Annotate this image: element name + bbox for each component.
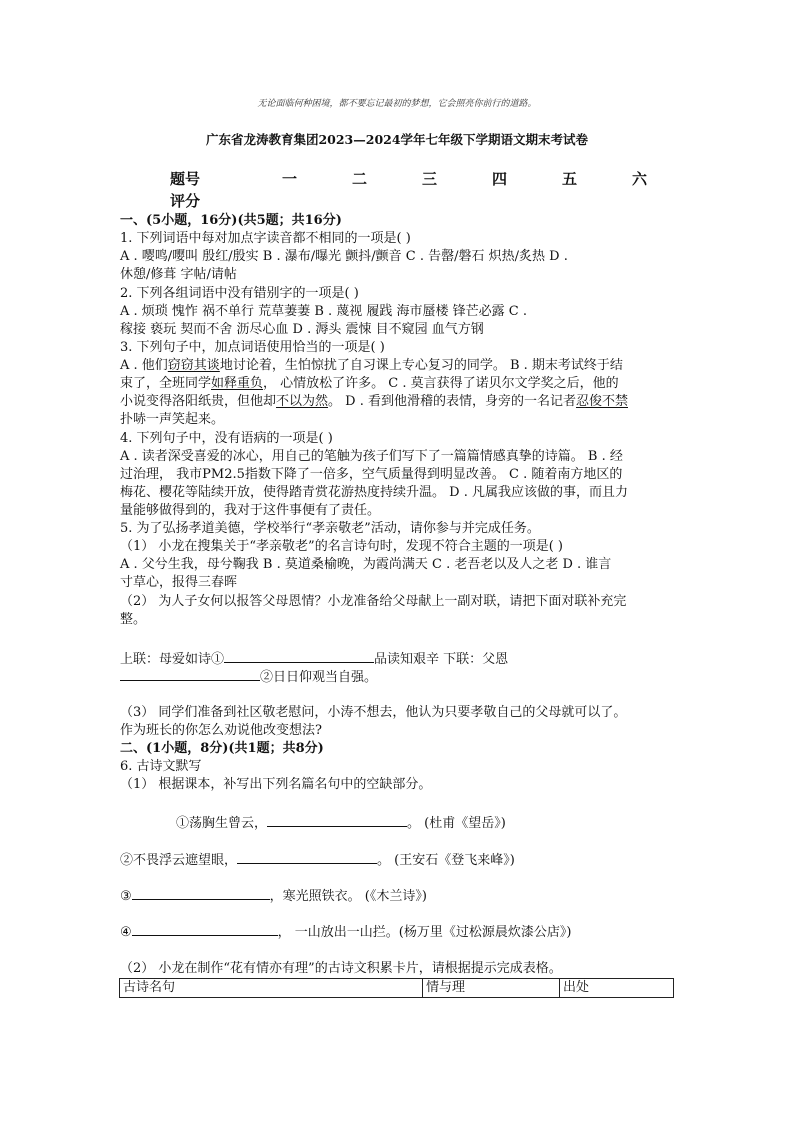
poem-blank-3[interactable] bbox=[132, 885, 270, 900]
q5-part1-options-line2: 寸草心，报得三春晖 bbox=[120, 575, 238, 590]
q3-text: 。 D . 看到他滑稽的表情，身旁的一名记者 bbox=[328, 394, 576, 409]
q6-part2: （2） 小龙在制作“花有情亦有理”的古诗文积累卡片，请根据提示完成表格。 bbox=[120, 961, 562, 976]
score-label-number: 题号 bbox=[170, 170, 201, 188]
poem-item-source: ， 一山放出一山拦。(杨万里《过松源晨炊漆公店》) bbox=[277, 925, 572, 940]
table-header-cell: 出处 bbox=[560, 979, 674, 998]
table-header-cell: 情与理 bbox=[423, 979, 560, 998]
couplet-lower-text: ②日日仰观当自强。 bbox=[260, 670, 378, 685]
motto: 无论面临何种困境，都不要忘记最初的梦想，它会照亮你前行的道路。 bbox=[257, 99, 537, 109]
poem-item-text: ②不畏浮云遮望眼， bbox=[120, 853, 238, 868]
q4-options-line2: 过治理， 我市PM2.5指数下降了一倍多，空气质量得到明显改善。 C . 随着南方地区的 bbox=[120, 467, 623, 482]
q3-underlined-term: 如释重负 bbox=[211, 376, 264, 391]
q6-stem: 6. 古诗文默写 bbox=[120, 759, 202, 774]
score-col-1: 一 bbox=[282, 170, 298, 188]
q6-part1: （1） 根据课本，补写出下列名篇名句中的空缺部分。 bbox=[120, 777, 432, 792]
q3-options-line2 bbox=[120, 375, 680, 394]
poem-item-1 bbox=[176, 812, 736, 834]
q5-stem: 5. 为了弘扬孝道美德，学校举行“孝亲敬老”活动，请你参与并完成任务。 bbox=[120, 521, 540, 536]
q4-stem: 4. 下列句子中，没有语病的一项是( ) bbox=[120, 431, 333, 446]
q5-part1-options-line1: A . 父兮生我，母兮鞠我 B . 莫道桑榆晚，为霞尚满天 C . 老吾老以及人之老 D . 谁言 bbox=[120, 557, 612, 572]
q3-text: 束了，全班同学 bbox=[120, 376, 212, 391]
q5-part1: （1） 小龙在搜集关于“孝亲敬老”的名言诗句时，发现不符合主题的一项是( ) bbox=[120, 539, 563, 554]
section1-heading: 一、(5小题，16分)(共5题；共16分) bbox=[120, 213, 342, 228]
poem-item-source: 。 (王安石《登飞来峰》) bbox=[377, 853, 515, 868]
q3-underlined-term: 窃窃其谈 bbox=[167, 358, 220, 373]
q4-options-line4: 量能够做得到的，我对于这件事便有了责任。 bbox=[120, 503, 381, 518]
q3-stem: 3. 下列句子中，加点词语使用恰当的一项是( ) bbox=[120, 340, 385, 355]
q1-options-line1: A . 嘤鸣/嘤叫 殷红/殷实 B . 瀑布/曝光 颤抖/颤音 C . 告罄/磐石 炽热/炙热 D . bbox=[120, 249, 568, 264]
poem-item-text: ①荡胸生曾云， bbox=[176, 816, 268, 831]
q2-options-line1: A . 烦琐 愧怍 祸不单行 荒草萋萋 B . 蔑视 履践 海市蜃楼 锋芒必露 C . bbox=[120, 304, 528, 319]
q4-options-line3: 梅花、樱花等陆续开放，使得踏青赏花游热度持续升温。 D . 凡属我应该做的事，而且力 bbox=[120, 485, 628, 500]
q1-options-line2: 休憩/修葺 字帖/请帖 bbox=[120, 267, 237, 282]
couplet-blank-2[interactable] bbox=[120, 666, 260, 681]
q3-options-line3 bbox=[120, 393, 680, 412]
q3-underlined-term: 不以为然 bbox=[276, 394, 329, 409]
q3-text: 地讨论着，生怕惊扰了自习课上专心复习的同学。 B . 期末考试终于结 bbox=[219, 358, 623, 373]
couplet-line2 bbox=[120, 666, 680, 688]
poem-blank-4[interactable] bbox=[132, 921, 278, 936]
poem-item-4 bbox=[120, 921, 680, 943]
poem-item-source: 。 (杜甫《望岳》) bbox=[407, 816, 506, 831]
score-col-6: 六 bbox=[632, 170, 648, 188]
couplet-upper-label: 上联：母爱如诗① bbox=[120, 652, 225, 667]
q5-part3: （3） 同学们准备到社区敬老慰问，小涛不想去，他认为只要孝敬自己的父母就可以了。 bbox=[120, 705, 627, 720]
poem-blank-2[interactable] bbox=[237, 849, 377, 864]
q2-options-line2: 稼接 亵玩 契而不舍 沥尽心血 D . 溽头 震悚 目不窥园 血气方钢 bbox=[120, 322, 484, 337]
q3-text: A . 他们 bbox=[120, 358, 168, 373]
q4-options-line1: A . 读者深受喜爱的冰心，用自己的笔触为孩子们写下了一篇篇情感真挚的诗篇。 B . 经 bbox=[120, 449, 623, 464]
poem-item-3 bbox=[120, 885, 680, 907]
couplet-lower-label: 品读知艰辛 下联：父恩 bbox=[374, 652, 509, 667]
poem-item-text: ③ bbox=[120, 889, 132, 904]
poem-item-2 bbox=[120, 849, 680, 871]
table-header-cell: 古诗名句 bbox=[120, 979, 423, 998]
q3-options-line1 bbox=[120, 357, 680, 376]
q3-underlined-term: 忍俊不禁 bbox=[575, 394, 628, 409]
score-col-2: 二 bbox=[352, 170, 368, 188]
score-col-4: 四 bbox=[492, 170, 508, 188]
q5-part3-cont: 作为班长的你怎么劝说他改变想法? bbox=[120, 723, 322, 738]
poetry-card-table bbox=[119, 978, 674, 998]
score-col-5: 五 bbox=[562, 170, 578, 188]
q5-part2: （2） 为人子女何以报答父母恩情？小龙准备给父母献上一副对联，请把下面对联补充完 bbox=[120, 594, 627, 609]
score-label-score: 评分 bbox=[170, 192, 201, 210]
poem-item-source: ，寒光照铁衣。 (《木兰诗》) bbox=[269, 889, 427, 904]
page-title: 广东省龙涛教育集团2023—2024学年七年级下学期语文期末考试卷 bbox=[205, 132, 589, 147]
table-row bbox=[120, 979, 674, 998]
q5-part2-cont: 整。 bbox=[120, 612, 147, 627]
q3-text: ， 心情放松了许多。 C . 莫言获得了诺贝尔文学奖之后，他的 bbox=[263, 376, 619, 391]
poem-item-text: ④ bbox=[120, 925, 132, 940]
score-col-3: 三 bbox=[422, 170, 438, 188]
couplet-blank-1[interactable] bbox=[224, 648, 374, 663]
q3-options-line4: 扑哧一声笑起来。 bbox=[120, 412, 225, 427]
section2-heading: 二、(1小题，8分)(共1题；共8分) bbox=[120, 741, 324, 756]
poem-blank-1[interactable] bbox=[267, 812, 407, 827]
q3-text: 小说变得洛阳纸贵，但他却 bbox=[120, 394, 277, 409]
q2-stem: 2. 下列各组词语中没有错别字的一项是( ) bbox=[120, 286, 359, 301]
q1-stem: 1. 下列词语中每对加点字读音都不相同的一项是( ) bbox=[120, 231, 411, 246]
